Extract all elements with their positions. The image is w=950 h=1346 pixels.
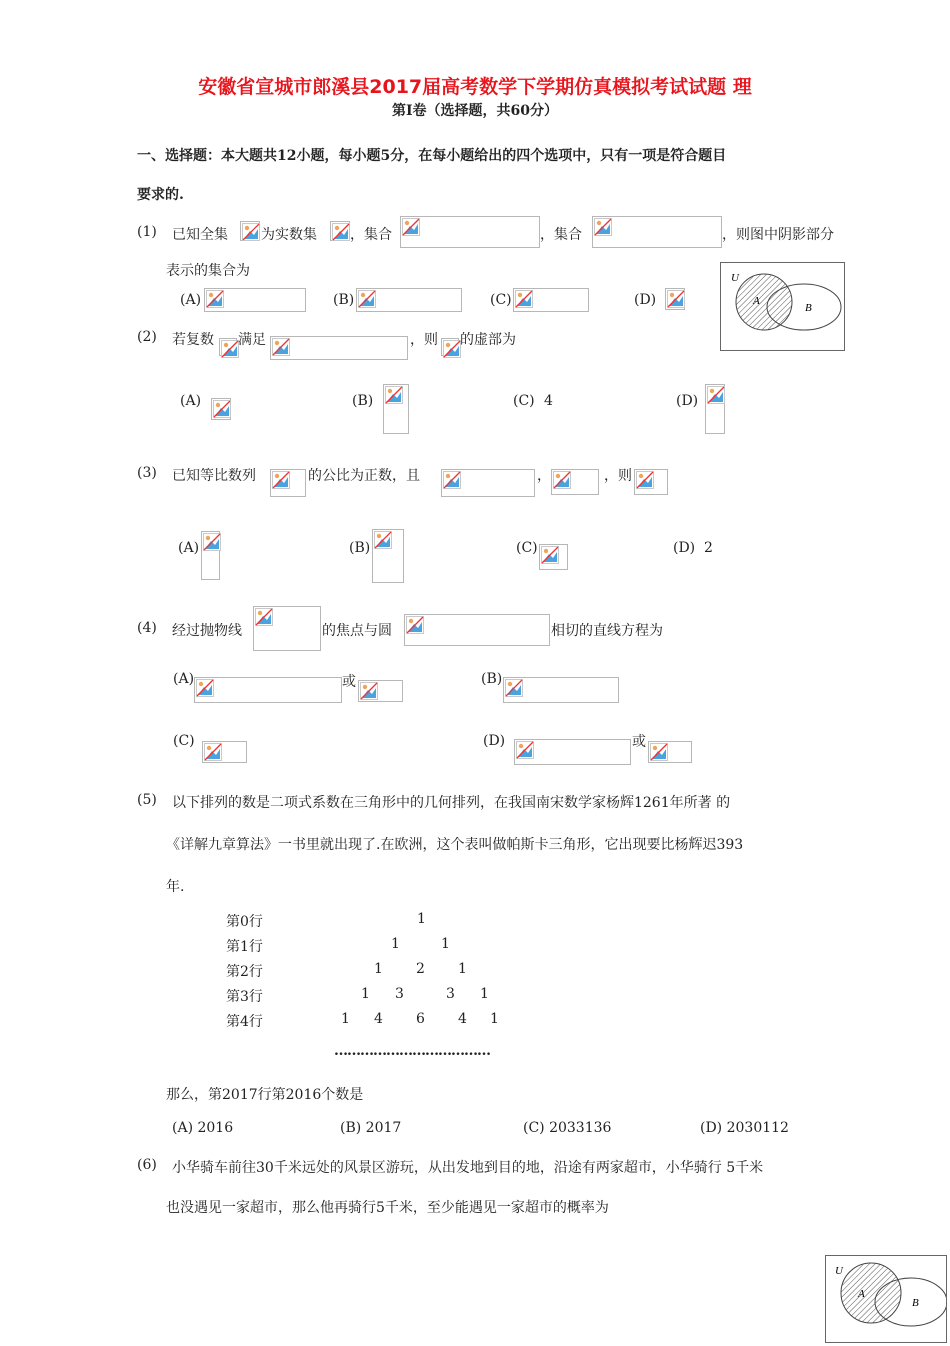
q2-text-1: 若复数 <box>172 332 214 348</box>
image-placeholder-icon <box>270 469 306 497</box>
image-placeholder-icon <box>356 288 462 312</box>
q1-text-5: ，则图中阴影部分 <box>722 227 834 243</box>
q2-number: (2) <box>137 329 157 345</box>
q2-option-d: (D) <box>676 393 699 409</box>
q4-text-2: 的焦点与圆 <box>322 623 392 639</box>
venn-label-a: A <box>858 1288 865 1300</box>
q3-option-b: (B) <box>349 540 371 556</box>
image-placeholder-icon <box>634 469 668 495</box>
image-placeholder-icon <box>270 336 408 360</box>
pascal-value: 4 <box>458 1011 467 1027</box>
q4-option-d-or: 或 <box>632 734 646 750</box>
image-placeholder-icon <box>372 529 404 583</box>
document-title: 安徽省宣城市郎溪县2017届高考数学下学期仿真模拟考试试题 理 <box>198 76 752 98</box>
q2-text-2: 满足 <box>238 332 266 348</box>
q5-text-line3: 年. <box>166 879 185 895</box>
q2-option-c-value: 4 <box>544 393 553 409</box>
q1-option-b: (B) <box>333 292 355 308</box>
q1-option-c: (C) <box>490 292 512 308</box>
q1-option-d: (D) <box>634 292 657 308</box>
q6-number: (6) <box>137 1157 157 1173</box>
q5-option-d: (D) 2030112 <box>700 1120 789 1136</box>
image-placeholder-icon <box>503 677 619 703</box>
q1-number: (1) <box>137 224 157 240</box>
q3-text-1: 已知等比数列 <box>172 468 256 484</box>
venn-label-a: A <box>753 295 760 307</box>
q4-text-3: 相切的直线方程为 <box>551 623 663 639</box>
q2-text-3: ，则 <box>410 332 438 348</box>
q3-option-d: (D) <box>673 540 696 556</box>
image-placeholder-icon <box>441 469 535 497</box>
pascal-row-label: 第0行 <box>226 914 263 930</box>
image-placeholder-icon <box>240 221 260 241</box>
pascal-value: 1 <box>417 911 426 927</box>
image-placeholder-icon <box>211 398 231 420</box>
q4-number: (4) <box>137 620 157 636</box>
q4-text-1: 经过抛物线 <box>172 623 242 639</box>
image-placeholder-icon <box>383 384 409 434</box>
q5-number: (5) <box>137 792 157 808</box>
q1-text-3: ，集合 <box>350 227 392 243</box>
venn-diagram <box>720 262 845 351</box>
q1-text-line2: 表示的集合为 <box>166 263 250 279</box>
section-heading-line1: 一、选择题：本大题共12小题，每小题5分，在每小题给出的四个选项中，只有一项是符合题目 <box>137 148 727 164</box>
image-placeholder-icon <box>665 288 685 310</box>
pascal-ellipsis: ……………………………… <box>334 1043 490 1059</box>
q3-option-a: (A) <box>178 540 200 556</box>
q2-option-c: (C) <box>513 393 535 409</box>
q3-option-c: (C) <box>516 540 538 556</box>
q5-text-line2: 《详解九章算法》一书里就出现了.在欧洲，这个表叫做帕斯卡三角形，它出现要比杨辉迟393 <box>166 837 744 853</box>
image-placeholder-icon <box>648 741 692 763</box>
q6-text-line1: 小华骑车前往30千米远处的风景区游玩，从出发地到目的地，沿途有两家超市，小华骑行 5千米 <box>172 1160 764 1176</box>
q2-text-4: 的虚部为 <box>460 332 516 348</box>
venn-diagram <box>825 1255 947 1343</box>
pascal-value: 1 <box>341 1011 350 1027</box>
pascal-value: 1 <box>391 936 400 952</box>
pascal-row-label: 第1行 <box>226 939 263 955</box>
pascal-value: 1 <box>458 961 467 977</box>
image-placeholder-icon <box>705 384 725 434</box>
pascal-value: 1 <box>490 1011 499 1027</box>
image-placeholder-icon <box>513 288 589 312</box>
image-placeholder-icon <box>219 338 237 356</box>
pascal-value: 2 <box>416 961 425 977</box>
venn-label-u: U <box>835 1265 843 1277</box>
q2-option-a: (A) <box>180 393 202 409</box>
q3-text-3: ， <box>537 468 551 484</box>
q5-option-a: (A) 2016 <box>172 1120 234 1136</box>
image-placeholder-icon <box>358 680 403 702</box>
image-placeholder-icon <box>551 469 599 495</box>
q5-text-line1: 以下排列的数是二项式系数在三角形中的几何排列，在我国南宋数学家杨辉1261年所著 的 <box>172 795 731 811</box>
pascal-value: 1 <box>374 961 383 977</box>
q1-text-4: ，集合 <box>540 227 582 243</box>
image-placeholder-icon <box>400 216 540 248</box>
pascal-value: 6 <box>416 1011 425 1027</box>
pascal-value: 3 <box>395 986 404 1002</box>
q2-option-b: (B) <box>352 393 374 409</box>
image-placeholder-icon <box>201 531 220 580</box>
q4-option-d: (D) <box>483 733 506 749</box>
venn-label-b: B <box>805 302 812 314</box>
q5-option-b: (B) 2017 <box>340 1120 402 1136</box>
image-placeholder-icon <box>441 338 459 356</box>
pascal-row-label: 第4行 <box>226 1014 263 1030</box>
section-heading-line2: 要求的. <box>137 187 184 203</box>
pascal-row-label: 第2行 <box>226 964 263 980</box>
image-placeholder-icon <box>514 739 631 765</box>
pascal-value: 1 <box>441 936 450 952</box>
image-placeholder-icon <box>204 288 306 312</box>
document-subtitle: 第Ⅰ卷（选择题，共60分） <box>391 103 559 119</box>
image-placeholder-icon <box>539 544 568 570</box>
pascal-value: 1 <box>361 986 370 1002</box>
q1-text-1: 已知全集 <box>172 227 228 243</box>
image-placeholder-icon <box>404 614 550 646</box>
image-placeholder-icon <box>253 606 321 651</box>
q6-text-line2: 也没遇见一家超市，那么他再骑行5千米，至少能遇见一家超市的概率为 <box>166 1200 609 1216</box>
pascal-row-label: 第3行 <box>226 989 263 1005</box>
image-placeholder-icon <box>330 221 350 241</box>
pascal-value: 4 <box>374 1011 383 1027</box>
q1-option-a: (A) <box>180 292 202 308</box>
image-placeholder-icon <box>202 741 247 763</box>
q3-text-4: ，则 <box>604 468 632 484</box>
q4-option-b: (B) <box>481 671 503 687</box>
q4-option-c: (C) <box>173 733 195 749</box>
q4-option-a: (A) <box>173 671 195 687</box>
q1-text-2: 为实数集 <box>261 227 317 243</box>
image-placeholder-icon <box>592 216 722 248</box>
q5-option-c: (C) 2033136 <box>523 1120 612 1136</box>
q5-question: 那么，第2017行第2016个数是 <box>166 1087 364 1103</box>
venn-label-u: U <box>731 272 739 284</box>
pascal-value: 1 <box>480 986 489 1002</box>
q3-number: (3) <box>137 465 157 481</box>
venn-label-b: B <box>912 1297 919 1309</box>
q4-option-a-or: 或 <box>342 674 356 690</box>
image-placeholder-icon <box>194 677 342 703</box>
pascal-value: 3 <box>446 986 455 1002</box>
q3-text-2: 的公比为正数，且 <box>308 468 420 484</box>
q3-option-d-value: 2 <box>704 540 713 556</box>
